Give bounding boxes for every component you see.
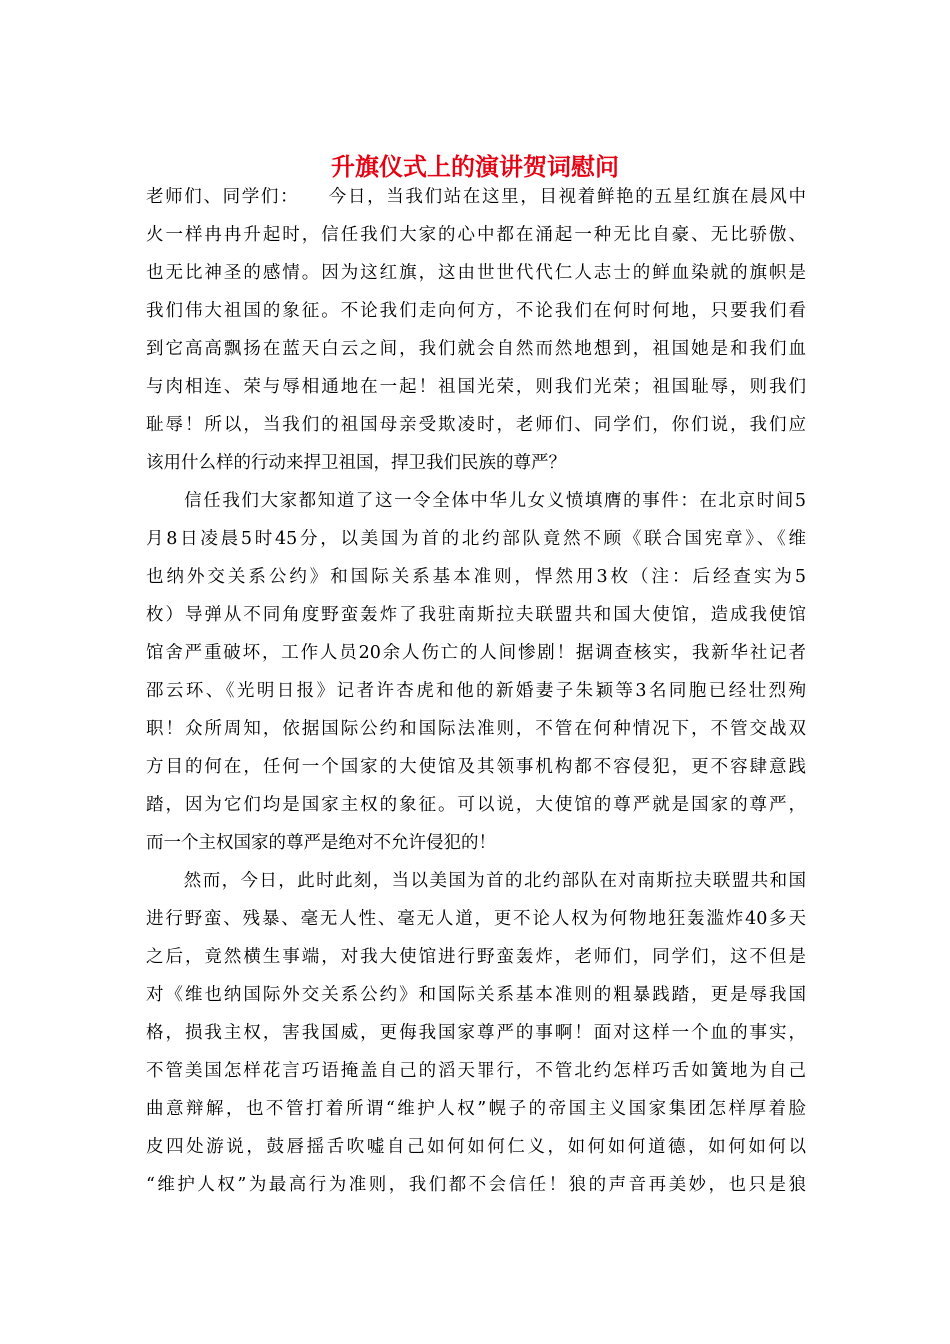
body-line: 皮四处游说，鼓唇摇舌吹嘘自己如何如何仁义，如何如何道德，如何如何以 bbox=[146, 1137, 806, 1157]
body-line: 也纳外交关系公约》和国际关系基本准则，悍然用3枚（注：后经查实为5 bbox=[146, 567, 806, 587]
body-line: 枚）导弹从不同角度野蛮轰炸了我驻南斯拉夫联盟共和国大使馆，造成我使馆 bbox=[146, 605, 806, 625]
body-line: 方目的何在，任何一个国家的大使馆及其领事机构都不容侵犯，更不容肆意践 bbox=[146, 757, 806, 777]
body-line: 不管美国怎样花言巧语掩盖自己的滔天罪行，不管北约怎样巧舌如簧地为自己 bbox=[146, 1061, 806, 1081]
body-line: 职！众所周知，依据国际公约和国际法准则，不管在何种情况下，不管交战双 bbox=[146, 719, 806, 739]
body-line: 也无比神圣的感情。因为这红旗，这由世世代代仁人志士的鲜血染就的旗帜是 bbox=[146, 263, 806, 283]
body-line: 格，损我主权，害我国威，更侮我国家尊严的事啊！面对这样一个血的事实， bbox=[146, 1023, 806, 1043]
body-line: 老师们、同学们： 今日，当我们站在这里，目视着鲜艳的五星红旗在晨风中 bbox=[146, 187, 806, 207]
body-line: 踏，因为它们均是国家主权的象征。可以说，大使馆的尊严就是国家的尊严， bbox=[146, 795, 806, 815]
body-line: 进行野蛮、残暴、毫无人性、毫无人道，更不论人权为何物地狂轰滥炸40多天 bbox=[146, 909, 806, 929]
body-line: 该用什么样的行动来捍卫祖国，捍卫我们民族的尊严？ bbox=[146, 453, 566, 473]
body-line: 对《维也纳国际外交关系公约》和国际关系基本准则的粗暴践踏，更是辱我国 bbox=[146, 985, 806, 1005]
body-line: 到它高高飘扬在蓝天白云之间，我们就会自然而然地想到，祖国她是和我们血 bbox=[146, 339, 806, 359]
body-line: 邵云环、《光明日报》记者许杏虎和他的新婚妻子朱颖等3名同胞已经壮烈殉 bbox=[146, 681, 806, 701]
body-line: “维护人权”为最高行为准则，我们都不会信任！狼的声音再美妙，也只是狼 bbox=[146, 1175, 806, 1195]
body-line: 月8日凌晨5时45分，以美国为首的北约部队竟然不顾《联合国宪章》、《维 bbox=[146, 529, 806, 549]
body-line: 我们伟大祖国的象征。不论我们走向何方，不论我们在何时何地，只要我们看 bbox=[146, 301, 806, 321]
document-title: 升旗仪式上的演讲贺词慰问 bbox=[331, 153, 619, 181]
body-line: 而一个主权国家的尊严是绝对不允许侵犯的！ bbox=[146, 833, 496, 853]
body-line: 曲意辩解，也不管打着所谓“维护人权”幌子的帝国主义国家集团怎样厚着脸 bbox=[146, 1099, 806, 1119]
body-line: 然而，今日，此时此刻，当以美国为首的北约部队在对南斯拉夫联盟共和国 bbox=[146, 871, 806, 891]
body-line: 之后，竟然横生事端，对我大使馆进行野蛮轰炸，老师们，同学们，这不但是 bbox=[146, 947, 806, 967]
body-line: 馆舍严重破坏，工作人员20余人伤亡的人间惨剧！据调查核实，我新华社记者 bbox=[146, 643, 806, 663]
body-line: 耻辱！所以，当我们的祖国母亲受欺凌时，老师们、同学们，你们说，我们应 bbox=[146, 415, 806, 435]
body-line: 火一样冉冉升起时，信任我们大家的心中都在涌起一种无比自豪、无比骄傲、 bbox=[146, 225, 806, 245]
body-line: 与肉相连、荣与辱相通地在一起！祖国光荣，则我们光荣；祖国耻辱，则我们 bbox=[146, 377, 806, 397]
body-line: 信任我们大家都知道了这一令全体中华儿女义愤填膺的事件：在北京时间5 bbox=[146, 491, 806, 511]
document-body bbox=[146, 178, 806, 1204]
